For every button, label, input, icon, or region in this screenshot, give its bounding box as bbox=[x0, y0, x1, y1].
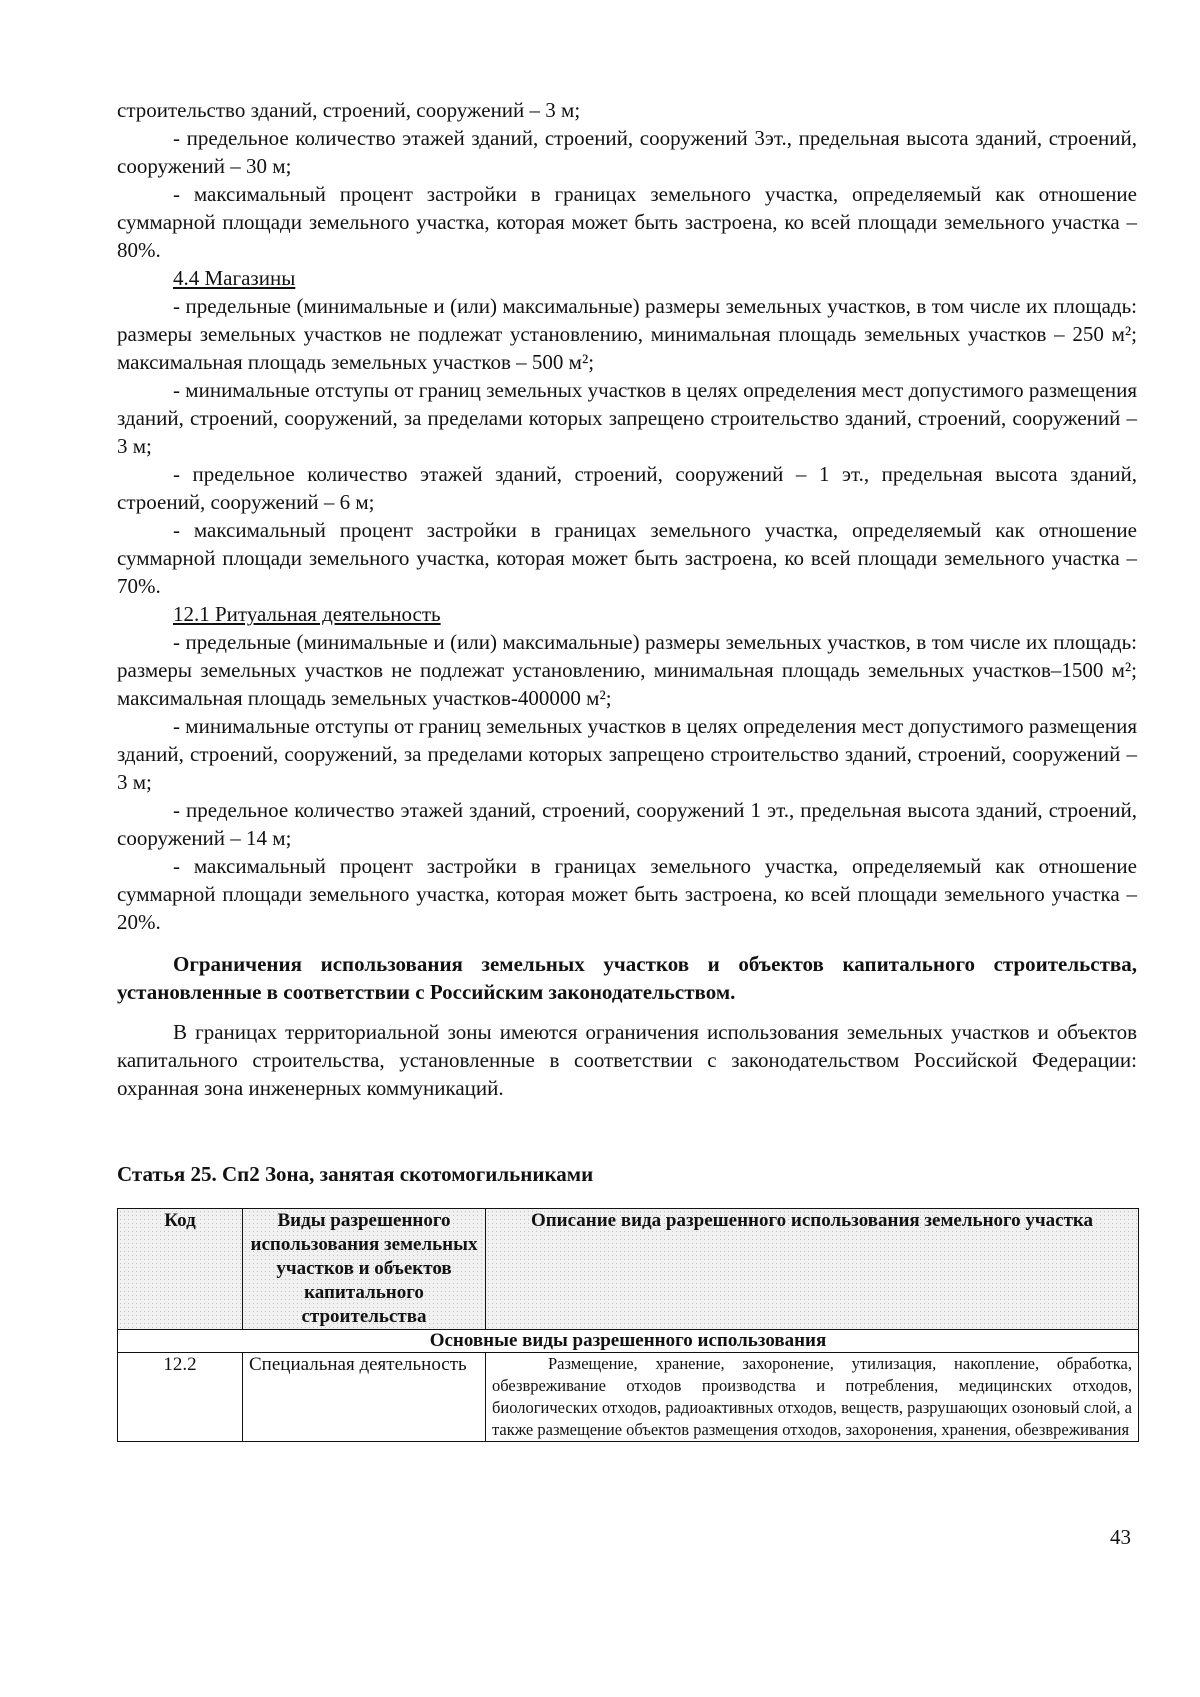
header-kind: Виды разрешенного использования земельных участков и объектов капитального строительства bbox=[243, 1209, 486, 1330]
restrictions-heading: Ограничения использования земельных участков и объектов капитального строительства, установленные в соответствии с Российским законодательством. bbox=[117, 952, 1137, 1004]
article-title: Статья 25. Сп2 Зона, занятая скотомогильниками bbox=[117, 1162, 594, 1186]
restrictions-text: В границах территориальной зоны имеются ограничения использования земельных участков и объектов капитального строительства, установленные в соответствии с законодательством Российской Федерации: охранная зона инженерных коммуникаций. bbox=[117, 1020, 1137, 1100]
paragraph: - предельное количество этажей зданий, строений, сооружений 3эт., предельная высота зданий, строений, сооружений – 30 м; bbox=[117, 126, 1137, 178]
table-section-row bbox=[118, 1330, 1139, 1353]
paragraph: - предельное количество этажей зданий, строений, сооружений 1 эт., предельная высота зданий, строений, сооружений – 14 м; bbox=[117, 798, 1137, 850]
paragraph: - минимальные отступы от границ земельных участков в целях определения мест допустимого размещения зданий, строений, сооружений, за пределами которых запрещено строительство зданий, строений, сооружений – 3 м; bbox=[117, 378, 1137, 458]
table-header-row bbox=[118, 1209, 1139, 1330]
paragraph: - максимальный процент застройки в границах земельного участка, определяемый как отношение суммарной площади земельного участка, которая может быть застроена, ко всей площади земельного участка – 20%. bbox=[117, 854, 1137, 934]
section-heading-ritual: 12.1 Ритуальная деятельность bbox=[173, 602, 441, 626]
cell-description: Размещение, хранение, захоронение, утилизация, накопление, обработка, обезвреживание отходов производства и потребления, медицинских отходов, биологических отходов, радиоактивных отходов, веществ, разрушающих озоновый слой, а также размещение объектов размещения отходов, захоронения, хранения, обезвреживания bbox=[486, 1353, 1139, 1442]
paragraph: - максимальный процент застройки в границах земельного участка, определяемый как отношение суммарной площади земельного участка, которая может быть застроена, ко всей площади земельного участка – 80%. bbox=[117, 182, 1137, 262]
paragraph: - максимальный процент застройки в границах земельного участка, определяемый как отношение суммарной площади земельного участка, которая может быть застроена, ко всей площади земельного участка – 70%. bbox=[117, 518, 1137, 598]
page-number: 43 bbox=[1110, 1525, 1131, 1549]
cell-code: 12.2 bbox=[118, 1353, 243, 1442]
paragraph: - минимальные отступы от границ земельных участков в целях определения мест допустимого размещения зданий, строений, сооружений, за пределами которых запрещено строительство зданий, строений, сооружений – 3 м; bbox=[117, 714, 1137, 794]
header-code: Код bbox=[118, 1209, 243, 1330]
paragraph: - предельные (минимальные и (или) максимальные) размеры земельных участков, в том числе их площадь: размеры земельных участков не подлежат установлению, минимальная площадь земельных участков–1500 м²; максимальная площадь земельных участков-400000 м²; bbox=[117, 630, 1137, 710]
cell-kind: Специальная деятельность bbox=[243, 1353, 486, 1442]
paragraph: строительство зданий, строений, сооружений – 3 м; bbox=[117, 98, 581, 122]
paragraph: - предельные (минимальные и (или) максимальные) размеры земельных участков, в том числе их площадь: размеры земельных участков не подлежат установлению, минимальная площадь земельных участков – 250 м²; максимальная площадь земельных участков – 500 м²; bbox=[117, 294, 1137, 374]
header-description: Описание вида разрешенного использования земельного участка bbox=[486, 1209, 1139, 1330]
paragraph: - предельное количество этажей зданий, строений, сооружений – 1 эт., предельная высота зданий, строений, сооружений – 6 м; bbox=[117, 462, 1137, 514]
section-heading-shops: 4.4 Магазины bbox=[173, 266, 296, 290]
document-body bbox=[117, 96, 1137, 1442]
permitted-use-table bbox=[117, 1208, 1139, 1442]
section-label: Основные виды разрешенного использования bbox=[118, 1330, 1139, 1353]
table-row bbox=[118, 1353, 1139, 1442]
